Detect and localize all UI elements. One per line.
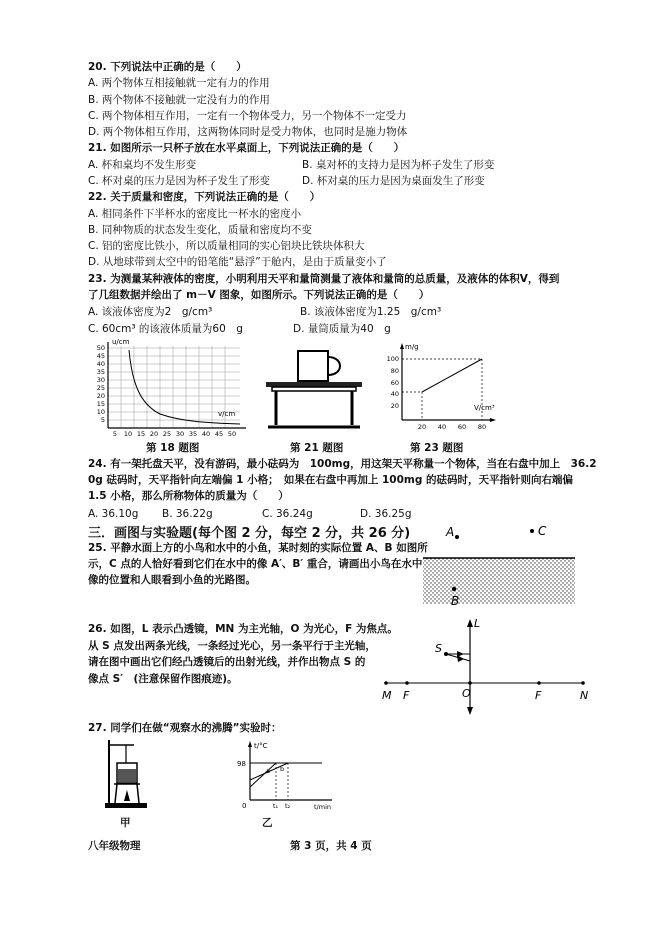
axis-label-m: M	[382, 689, 392, 702]
fig18-xlabel: v/cm	[218, 410, 236, 418]
figure-27-temperature-graph	[236, 740, 336, 810]
q20-stem: 20. 下列说法中正确的是（ ）	[88, 61, 247, 73]
fig18-xtick: 10	[123, 430, 133, 438]
q22-option-d: D. 从地球带到太空中的铅笔能“悬浮”于舱内，是由于质量变小了	[88, 256, 387, 268]
q24-line1: 24. 有一架托盘天平，没有游码，最小砝码为 100mg，用这架天平称量一个物体，当在右盘中加上 36.2	[88, 458, 597, 470]
fig18-xtick: 5	[112, 430, 118, 438]
q25-line3: 像的位置和人眼看到小鱼的光路图。	[88, 574, 256, 586]
lens-label-l: L	[474, 617, 481, 630]
fig18-ytick: 50	[96, 344, 105, 352]
q24-option-b: B. 36.22g	[162, 508, 213, 520]
figure-18-graph	[90, 338, 250, 438]
object-label-s: S	[435, 642, 442, 655]
fig18-ytick: 35	[96, 368, 105, 376]
axis-label-n: N	[580, 689, 589, 702]
fig23-ytick: 100	[386, 355, 399, 363]
fig18-xtick: 50	[227, 430, 237, 438]
fig27-ylabel: t/°C	[254, 742, 268, 750]
fig23-xtick: 40	[437, 423, 447, 431]
q23-option-a: A. 该液体密度为2 g/cm³	[88, 306, 213, 318]
figure-23-caption: 第 23 题图	[410, 442, 464, 454]
fig23-xlabel: V/cm³	[474, 404, 495, 412]
fig27-t2: t₂	[285, 802, 291, 810]
fig27-t1: t₁	[273, 802, 279, 810]
q26-line3: 请在图中画出它们经凸透镜后的出射光线，并作出物点 S 的	[88, 656, 366, 668]
figure-21-caption: 第 21 题图	[290, 442, 344, 454]
figure-21-cup-on-table	[260, 345, 370, 435]
q20-option-c: C. 两个物体相互作用，一定有一个物体受力，另一个物体不一定受力	[88, 110, 407, 122]
footer-subject: 八年级物理	[88, 840, 141, 852]
figure-26-convex-lens	[378, 615, 600, 715]
q25-line2: 示，C 点的人恰好看到它们在水中的像 A′、B′ 重合，请画出小鸟在水中	[88, 558, 423, 570]
q24-option-a: A. 36.10g	[88, 508, 139, 520]
fig27-tick-98: 98	[237, 760, 246, 768]
q21-option-a: A. 杯和桌均不发生形变	[88, 159, 197, 171]
q22-option-a: A. 相同条件下半杯水的密度比一杯水的密度小	[88, 208, 302, 220]
figure-27-apparatus	[100, 735, 170, 810]
figure-23-graph	[378, 340, 498, 435]
fig18-xtick: 40	[201, 430, 211, 438]
section-3-heading: 三．画图与实验题(每个图 2 分，每空 2 分，共 26 分)	[88, 526, 411, 541]
q23-stem-line1: 23. 为测量某种液体的密度，小明利用天平和量筒测量了液体和量筒的总质量，及液体的体积V，得到	[88, 273, 560, 285]
q20-option-a: A. 两个物体互相接触就一定有力的作用	[88, 77, 270, 89]
fig23-ylabel: m/g	[405, 343, 419, 351]
q20-option-b: B. 两个物体不接触就一定没有力的作用	[88, 94, 270, 106]
fig18-ytick: 15	[96, 400, 105, 408]
q24-line3: 1.5 小格，那么所称物体的质量为（ ）	[88, 490, 289, 502]
q23-option-c: C. 60cm³ 的该液体质量为60 g	[88, 323, 243, 335]
fig18-ytick: 30	[96, 376, 105, 384]
fig18-xtick: 45	[214, 430, 224, 438]
focus-label-right: F	[535, 689, 542, 702]
fig18-ytick: 5	[100, 416, 105, 424]
fig23-ytick: 80	[390, 367, 399, 375]
fig18-xtick: 20	[149, 430, 159, 438]
fig18-xtick: 35	[188, 430, 198, 438]
q24-option-c: C. 36.24g	[262, 508, 313, 520]
fig27-line-b-label: b	[280, 765, 285, 773]
q24-option-d: D. 36.25g	[360, 508, 412, 520]
q25-line1: 25. 平静水面上方的小鸟和水中的小鱼，某时刻的实际位置 A、B 如图所	[88, 542, 428, 554]
q27-line1: 27. 同学们在做“观察水的沸腾”实验时：	[88, 722, 282, 734]
q24-line2: 0g 砝码时，天平指针向左端偏 1 小格； 如果在右盘中再加上 100mg 的砝码时，天平指针则向右端偏	[88, 474, 574, 486]
q21-option-c: C. 杯对桌的压力是因为杯子发生了形变	[88, 175, 271, 187]
q21-option-b: B. 桌对杯的支持力是因为杯子发生了形变	[302, 159, 495, 171]
point-b-label: B	[451, 594, 460, 608]
fig27-line-a-label: a	[266, 767, 270, 775]
fig23-ytick: 40	[390, 390, 399, 398]
q21-stem: 21. 如图所示一只杯子放在水平桌面上，下列说法正确的是（ ）	[88, 142, 405, 154]
q23-stem-line2: 了几组数据并绘出了 m－V 图象，如图所示。下列说法正确的是（ ）	[88, 289, 430, 301]
fig18-ytick: 40	[96, 360, 105, 368]
fig18-xtick: 25	[162, 430, 172, 438]
point-a-label: A	[446, 525, 455, 539]
q22-option-c: C. 铝的密度比铁小，所以质量相同的实心铝块比铁块体积大	[88, 240, 365, 252]
fig18-ytick: 10	[96, 408, 105, 416]
fig27-origin: 0	[242, 802, 247, 810]
fig27-xlabel: t/min	[314, 803, 331, 810]
fig18-ytick: 45	[96, 352, 105, 360]
q22-option-b: B. 同种物质的状态发生变化，质量和密度均不变	[88, 224, 312, 236]
footer-page-number: 第 3 页，共 4 页	[290, 840, 372, 852]
figure-18-caption: 第 18 题图	[146, 442, 200, 454]
q23-option-b: B. 该液体密度为1.25 g/cm³	[300, 306, 442, 318]
fig18-xtick: 30	[175, 430, 185, 438]
fig18-ytick: 25	[96, 384, 105, 392]
fig18-ytick: 20	[96, 392, 105, 400]
fig23-ytick: 60	[390, 379, 399, 387]
point-c-label: C	[538, 524, 547, 538]
fig18-ylabel: u/cm	[112, 338, 130, 346]
figure-27-caption-yi: 乙	[262, 817, 273, 829]
fig18-xtick: 15	[136, 430, 146, 438]
fig23-xtick: 80	[477, 423, 487, 431]
fig23-xtick: 20	[417, 423, 427, 431]
fig23-xtick: 60	[457, 423, 467, 431]
q26-line2: 从 S 点发出两条光线，一条经过光心，另一条平行于主光轴，	[88, 640, 376, 652]
fig23-ytick: 20	[390, 402, 399, 410]
q26-line4: 像点 S′ (注意保留作图痕迹)。	[88, 673, 238, 685]
focus-label-left: F	[403, 689, 410, 702]
figure-25-water-surface	[420, 520, 580, 610]
q22-stem: 22. 关于质量和密度，下列说法正确的是（ ）	[88, 191, 321, 203]
q23-option-d: D. 量筒质量为40 g	[293, 323, 391, 335]
q21-option-d: D. 杯对桌的压力是因为桌面发生了形变	[302, 175, 485, 187]
optical-center-label-o: O	[462, 687, 471, 700]
figure-27-caption-jia: 甲	[120, 817, 131, 829]
q20-option-d: D. 两个物体相互作用，这两物体同时是受力物体，也同时是施力物体	[88, 126, 408, 138]
q26-line1: 26. 如图，L 表示凸透镜，MN 为主光轴，O 为光心，F 为焦点。	[88, 623, 398, 635]
